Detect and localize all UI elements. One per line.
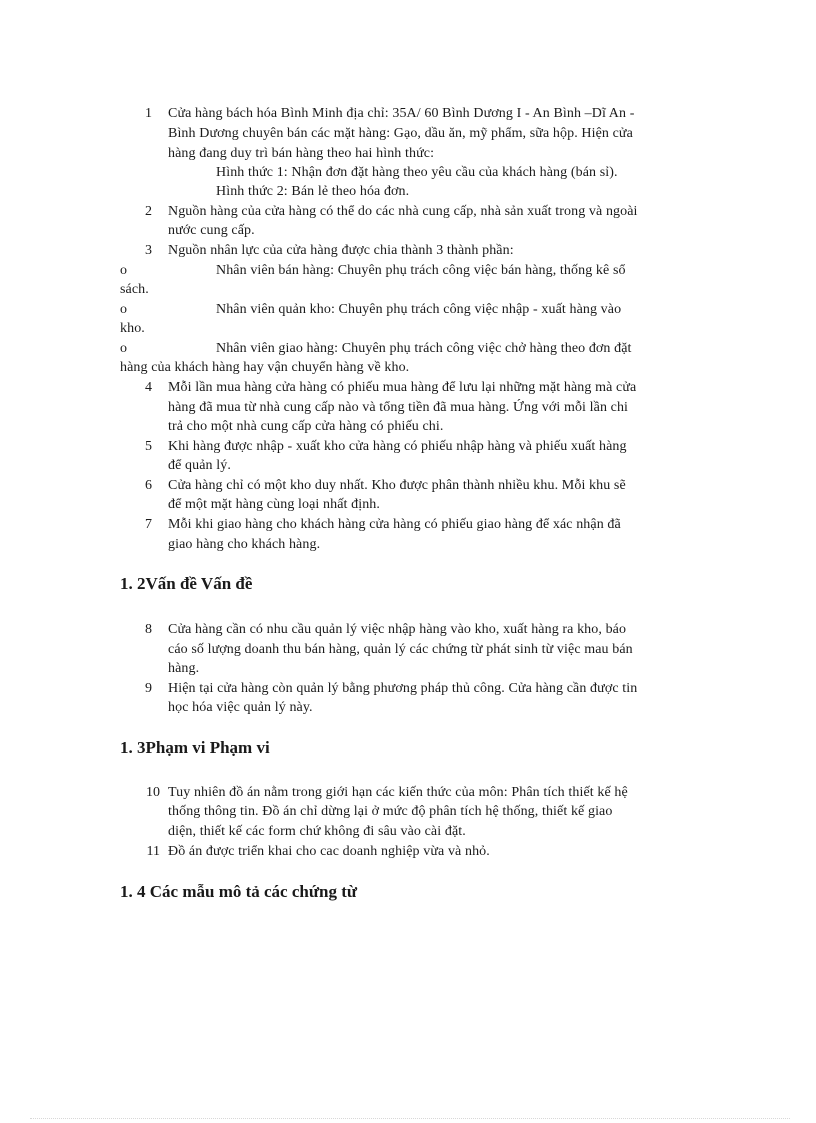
bullet-line: kho. [120,321,145,336]
item-number: 5 [145,439,152,454]
item-number: 4 [145,380,152,395]
bullet-line: sách. [120,282,149,297]
paragraph-line: Cửa hàng chỉ có một kho duy nhất. Kho được phân thành nhiều khu. Mỗi khu sẽ [168,478,626,493]
item-number: 7 [145,517,152,532]
item-number: 1 [145,106,152,121]
paragraph-line: nước cung cấp. [168,223,255,238]
paragraph-line: giao hàng cho khách hàng. [168,537,321,552]
paragraph-line: Cửa hàng bách hóa Bình Minh địa chỉ: 35A/ 60 Bình Dương I - An Bình –Dĩ An - [168,106,635,121]
paragraph-line: để một mặt hàng cùng loại nhất định. [168,497,381,512]
section-heading: 1. 3Phạm vi Phạm vi [120,738,270,757]
paragraph-line: Cửa hàng cần có nhu cầu quản lý việc nhập hàng vào kho, xuất hàng ra kho, báo [168,622,627,637]
paragraph-line: Mỗi khi giao hàng cho khách hàng cửa hàng có phiếu giao hàng để xác nhận đã [168,517,621,532]
bullet-marker: o [120,263,127,278]
bullet-marker: o [120,341,127,356]
bullet-line: Nhân viên bán hàng: Chuyên phụ trách công việc bán hàng, thống kê sổ [216,263,626,278]
paragraph-line: hàng. [168,661,200,676]
paragraph-line: Khi hàng được nhập - xuất kho cửa hàng có phiếu nhập hàng và phiếu xuất hàng [168,439,627,454]
bullet-line: Nhân viên quản kho: Chuyên phụ trách công việc nhập - xuất hàng vào [216,302,622,317]
item-number: 8 [145,622,152,637]
sub-line: Hình thức 2: Bán lẻ theo hóa đơn. [216,184,410,199]
paragraph-line: để quản lý. [168,458,231,473]
paragraph-line: Tuy nhiên đồ án nằm trong giới hạn các kiến thức của môn: Phân tích thiết kế hệ [168,785,628,800]
paragraph-line: hàng đang duy trì bán hàng theo hai hình thức: [168,146,435,161]
item-number: 3 [145,243,152,258]
paragraph-line: Nguồn hàng của cửa hàng có thể do các nhà cung cấp, nhà sản xuất trong và ngoài [168,204,638,219]
section-heading: 1. 2Vấn đề Vấn đề [120,574,253,593]
paragraph-line: học hóa việc quản lý này. [168,700,313,715]
paragraph-line: Nguồn nhân lực của cửa hàng được chia thành 3 thành phần: [168,243,514,258]
paragraph-line: Mỗi lần mua hàng cửa hàng có phiếu mua hàng để lưu lại những mặt hàng mà cửa [168,380,637,395]
item-number: 2 [145,204,152,219]
paragraph-line: Đồ án được triển khai cho cac doanh nghiệp vừa và nhỏ. [168,844,490,859]
paragraph-line: hàng đã mua từ nhà cung cấp nào và tổng tiền đã mua hàng. Ứng với mỗi lần chi [168,400,629,415]
item-number: 6 [145,478,152,493]
page-bottom-divider [30,1118,790,1119]
item-number: 10 [146,785,160,800]
sub-line: Hình thức 1: Nhận đơn đặt hàng theo yêu cầu của khách hàng (bán sỉ). [216,165,618,180]
paragraph-line: diện, thiết kế các form chứ không đi sâu vào cài đặt. [168,824,466,839]
paragraph-line: Bình Dương chuyên bán các mặt hàng: Gạo, dầu ăn, mỹ phẩm, sữa hộp. Hiện cửa [168,126,633,141]
bullet-line: hàng của khách hàng hay vận chuyển hàng về kho. [120,360,410,375]
paragraph-line: thống thông tin. Đồ án chỉ dừng lại ở mức độ phân tích hệ thống, thiết kế giao [168,804,613,819]
bullet-line: Nhân viên giao hàng: Chuyên phụ trách công việc chở hàng theo đơn đặt [216,341,632,356]
item-number: 11 [146,844,160,859]
item-number: 9 [145,681,152,696]
paragraph-line: trả cho một nhà cung cấp cửa hàng có phiếu chi. [168,419,444,434]
paragraph-line: cáo số lượng doanh thu bán hàng, quản lý các chứng từ phát sinh từ việc mau bán [168,642,633,657]
bullet-marker: o [120,302,127,317]
section-heading: 1. 4 Các mẫu mô tả các chứng từ [120,882,358,901]
paragraph-line: Hiện tại cửa hàng còn quản lý bằng phương pháp thủ công. Cửa hàng cần được tin [168,681,638,696]
